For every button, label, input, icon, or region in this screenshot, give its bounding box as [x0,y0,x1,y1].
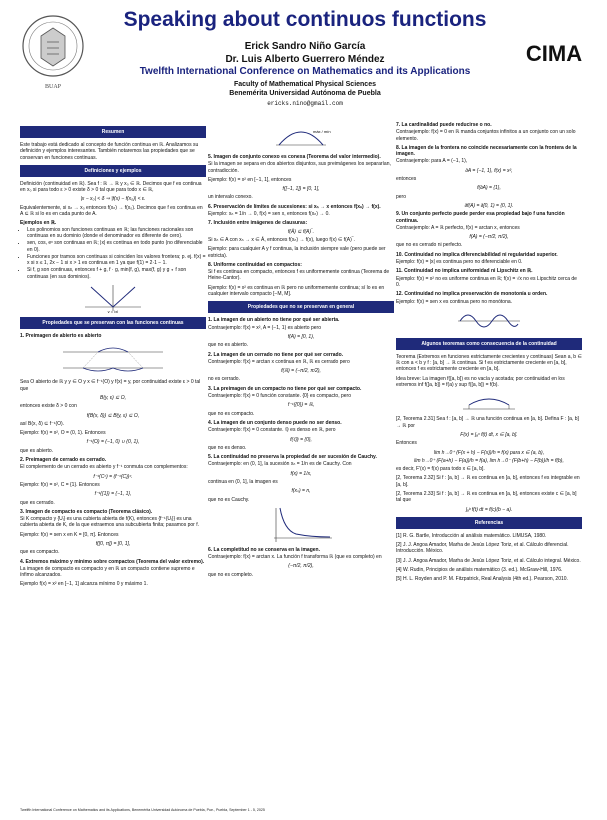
counter-5-text-2: continua en (0, 1], la imagen es [208,478,278,485]
theorem-2-eq-2: lim h→0⁺ (F(x + h) − F(x))/h = f(x) para x ∈ (a, b), [433,449,545,456]
footer: Twelfth International Conference on Mathematics and its Applications, Benemérita Universidad Autónoma de Puebla, Pue., Puebla, September 1 - 5, 2025 [20,808,265,812]
property-3-example: Ejemplo: f(x) = sen x en K = [0, π]. Entonces [20,531,119,538]
counter-5-text: Contraejemplo: en (0, 1], la sucesión xₙ = 1/n es de Cauchy. Con [208,461,352,468]
definition-equation: |x − x₀| < δ ⇒ |f(x) − f(x₀)| < ε. [80,196,146,203]
property-3-title: 3. Imagen de compacto es compacto (Teorema clásico). [20,508,153,515]
property-3-text: Si K compacto y {Uᵢ} es una cubierta abierta de f(K), entonces {f⁻¹(Uᵢ)} es una cubierta abierta de K, de la que extraemos una subcubierta finita; pasamos por f. [20,516,199,529]
property-3-end: que es compacto. [20,549,60,556]
theorem-2-end: es decir, F'(x) = f(x) para todo x ∈ [a, b]. [396,466,485,473]
counter-3-text: Contraejemplo: f(x) = 0 función constante. {0} es compacto, pero [208,393,351,400]
property-5-example: Ejemplo: f(x) = x² en [−1, 1], entonces [208,176,292,183]
reference-item: [2] J. J. Angoa Amador, Marha de Jesús López Toriz, et al. Cálculo diferencial. Introducción. México. [396,542,569,555]
property-4-example: Ejemplo f(x) = x² en [−1, 1] alcanza mínimo 0 y máximo 1. [20,581,148,588]
counter-8-title: 8. La imagen de la frontera no coincide necesariamente con la frontera de la imagen. [396,144,577,158]
theorem-2-text: Entonces [396,440,417,447]
property-7-text: Si xₙ ∈ A con xₙ → x ∈ Ā, entonces f(xₙ) → f(x), luego f(x) ∈ f(A)‾. [208,236,355,243]
theorem-3: [2, Teorema 2.32] Si f : [a, b] → ℝ es continua en [a, b], entonces f es integrable en [a, b]. [396,475,580,488]
counter-8-text-3: pero [396,193,407,200]
property-5-end: un intervalo conexo. [208,194,253,201]
counter-11-text: Ejemplo: f(x) = x² no es uniforme continua en ℝ; f(x) = √x no es Lipschitz cerca de 0. [396,275,577,288]
property-2-end: que es cerrado. [20,499,55,506]
counter-8-eq-3: ∂f(A) = ∂[0, 1) = {0, 1}. [464,202,514,209]
theorem-2-eq-3: lim h→0⁺ (F(a+h) − F(a))/h = f(a), lim h→0⁻ (F(b+h) − F(b))/h = f(b), [414,457,564,464]
property-1-text-2: entonces existe δ > 0 con [20,403,77,410]
property-5-eq: f([−1, 1]) = [0, 1], [282,186,320,193]
counter-6-end: que no es completo. [208,571,254,578]
counter-4-text: Contraejemplo: f(x) = 0 constante. ℚ es denso en ℝ, pero [208,427,336,434]
property-6-example: Ejemplo: xₙ = 1/n → 0, f(x) = sen x, entonces f(xₙ) → 0. [208,211,330,218]
section-header-definiciones: Definiciones y ejemplos [20,165,206,177]
counter-8-eq: ∂A = {−1, 1}, f(x) = x², [465,167,513,174]
theorem-2: [2, Teorema 2.31] Sea f : [a, b] → ℝ una función continua en [a, b]. Defina F : [a, b] → ℝ por [396,416,579,429]
property-7-example: Ejemplo: para cualquier A y f continua, la inclusión siempre vale (pero puede ser estricta). [208,246,386,259]
counter-2-end: no es cerrado. [208,376,240,383]
property-8-example: Ejemplo: f(x) = x² es continua en ℝ pero no uniformemente continua; sí lo es en cualquier intervalo compacto [−M, M]. [208,284,385,298]
definition-text: Definición (continuidad en ℝ). Sea f : ℝ → ℝ y x₀ ∈ ℝ. Decimos que f es continua en x₀ si para todo ε > 0 existe δ > 0 tal que para todo x ∈ ℝ, [20,180,202,194]
counter-9-eq: f(A) = (−π/2, π/2), [469,234,509,241]
counter-5-end: que no es Cauchy. [208,496,250,503]
counter-2-text: Contraejemplo: f(x) = arctan x continua en ℝ, ℝ es cerrado pero [208,358,350,365]
list-item: • sen, cos, eˣ son continuas en ℝ; |x| es continua en todo punto (no diferenciable en 0). [27,240,206,253]
counter-2-eq: f(ℝ) = (−π/2, π/2), [281,368,321,375]
column-1 [20,122,206,591]
property-2-eq-2: f⁻¹({1}) = {−1, 1}, [94,491,132,498]
reference-item: [3] J. J. Angoa Amador, Marha de Jesús López Toriz, et al. Cálculo integral. México. [396,557,581,564]
references-list [396,533,582,583]
counter-10-title: 10. Continuidad no implica diferenciabilidad ni regularidad superior. [396,251,558,258]
cima-logo-icon [518,40,590,66]
property-8-title: 8. Uniforme continuidad en compactos: [208,261,302,268]
logo-text: CIMA [525,41,583,66]
property-2-eq: f⁻¹(Cᶜ) = (f⁻¹(C))ᶜ. [93,473,133,480]
counter-6-text: Contraejemplo: f(x) = arctan x. La función f transforma ℝ (que es completo) en [208,554,382,561]
reference-item: [4] W. Rudin, Principios de análisis matemático (3. ed.). McGraw-Hill, 1976. [396,567,563,574]
property-2-text: El complemento de un cerrado es abierto y f⁻¹ conmuta con complementos: [20,464,188,471]
university: Benemérita Universidad Autónoma de Puebla [229,90,381,97]
counter-1-text: Contraejemplo: f(x) = x², A = (−1, 1) es abierto pero [208,324,321,331]
definition-text-2: Equivalentemente, si xₙ → x₀ entonces f(xₙ) → f(x₀). Decimos que f es continua en A ⊆ ℝ si lo es en cada punto de A. [20,204,203,218]
counter-5-title: 5. La continuidad no preserva la propiedad de ser sucesión de Cauchy. [208,454,377,461]
university-seal-icon [20,8,86,98]
authors [120,40,490,66]
counter-2-title: 2. La imagen de un cerrado no tiene por qué ser cerrado. [208,351,344,358]
reference-item: [5] H. L. Royden and P. M. Fitzpatrick, Real Analysis (4th ed.). Pearson, 2010. [396,576,568,583]
extrema-figure [271,125,331,151]
abs-figure-label: y = |x| [107,309,119,314]
property-2-title: 2. Preimagen de cerrado es cerrado. [20,457,107,464]
preimage-open-figure [58,342,168,376]
counter-7-text: Contraejemplo: f(x) = 0 en ℝ manda conjuntos infinitos a un conjunto con un solo elemento. [396,129,576,142]
property-1-eq-3: f⁻¹(O) = (−1, 0) ∪ (0, 1), [86,439,140,446]
counter-4-end: que no es denso. [208,444,247,451]
counter-8-eq-2: f(∂A) = {1}, [477,185,501,192]
column-3 [396,122,582,586]
theorem-1-idea: Idea breve: La imagen f([a, b]) es no vacía y acotada; por continuidad en los extremos inf f([a, b]) = f(a) y sup f([a, b]) = f(b). [396,375,565,389]
property-7-title: 7. Inclusión entre imágenes de clausuras: [208,220,308,227]
counter-1-title: 1. La imagen de un abierto no tiene por qué ser abierta. [208,317,340,324]
reference-item: [1] R. G. Bartle, Introducción al análisis matemático. LIMUSA, 1980. [396,532,547,539]
integral-figure [459,391,519,413]
property-1-eq: B(y, ε) ⊆ O, [99,394,126,401]
column-2 [208,122,394,581]
counter-9-text: Contraejemplo: A = ℝ perfecto, f(x) = arctan x, entonces [396,224,520,231]
svg-text:BUAP: BUAP [44,84,62,90]
counter-12-title: 12. Continuidad no implica preservación de monotonía u orden. [396,291,548,298]
counter-10-text: Ejemplo: f(x) = |x| es continua pero no diferenciable en 0. [396,259,523,266]
property-1-end: que es abierto. [20,447,54,454]
email: ericks.nino@gmail.com [267,100,343,107]
property-2-example: Ejemplo: f(x) = x², C = {1}. Entonces [20,481,100,488]
counter-6-title: 6. La completitud no se conserva en la imagen. [208,546,320,553]
counter-6-eq: (−π/2, π/2), [288,563,314,570]
theorem-4: [2, Teorema 2.33] Si f : [a, b] → ℝ es continua en [a, b], entonces existe c ∈ [a, b] tal que [396,490,577,504]
property-1-example: Ejemplo: f(x) = x², O = (0, 1). Entonces [20,430,106,437]
section-header-referencias: Referencias [396,517,582,529]
reciprocal-figure [266,506,336,544]
counter-11-title: 11. Continuidad no implica uniformidad ni Lipschitz en ℝ. [396,268,533,275]
theorem-1: Teorema (Extremos en funciones estrictamente crecientes y continuas) Sean a, b ∈ ℝ con a < b y f : [a, b] → ℝ continua. Si f es estrictamente creciente en [a, b], entonces f es estrictamente creciente en [a, b]. [396,353,582,373]
author-1: Erick Sandro Niño García [244,41,366,52]
list-item: • Los polinomios son funciones continuas en ℝ; las funciones racionales son continuas en su dominio (donde el denominador es diferente de cero). [27,227,206,240]
list-item: • Si f, g son continuas, entonces f + g, f · g, min(f, g), max(f, g) y g ∘ f son continuas (en sus dominios). [27,267,206,280]
counter-8-text: Contraejemplo: para A = (−1, 1), [396,158,468,165]
property-5-text: Si la imagen se separa en dos abiertos disjuntos, sus preimágenes los separarían, contradicción. [208,161,391,174]
property-1-text: Sea O abierto de ℝ y y ∈ O y x ∈ f⁻¹(O) y f(x) = y, por continuidad existe ε > 0 tal que [20,379,201,392]
section-header-no-preservan: Propiedades que no se preservan en general [208,301,394,313]
poster-title: Speaking about continuos functions [123,8,487,31]
theorem-4-eq: ∫ₐᵇ f(t) dt = f(c)(b − a). [465,506,513,513]
counter-7-title: 7. La cardinalidad puede reducirse o no. [396,122,492,128]
sine-figure [454,308,524,334]
counter-1-eq: f(A) = [0, 1), [287,333,315,340]
counter-4-title: 4. La imagen de un conjunto denso puede no ser denso. [208,419,342,426]
property-1-title: 1. Preimagen de abierto es abierto [20,333,102,340]
counter-8-text-2: entonces [396,176,417,183]
counter-3-end: que no es compacto. [208,410,255,417]
property-4-text: La imagen de compacto es compacto y en ℝ un compacto contiene supremo e ínfimo alcanzados. [20,565,195,579]
property-5-title: 5. Imagen de conjunto conexo es conexa (Teorema del valor intermedio). [208,154,381,160]
section-header-teoremas: Algunos teoremas como consecuencia de la continuidad [396,338,582,350]
section-header-propiedades: Propiedades que se preservan con las funciones continuas [20,317,206,329]
abs-function-figure [83,283,143,313]
faculty: Faculty of Mathematical Physical Sciences [233,81,376,88]
resumen-text: Este trabajo está dedicado al concepto de función continua en ℝ. Analizamos su definición y ejemplos interesantes. También notaremos las propiedades que se conservan en funciones continuas. [20,142,199,161]
counter-3-title: 3. La preimagen de un compacto no tiene por qué ser compacto. [208,385,362,392]
property-8-text: Si f es continua en compacto, entonces f es uniformemente continua (Teorema de Heine-Cantor). [208,269,390,282]
property-7-eq: f(Ā) ⊆ f(A)‾. [287,228,315,235]
examples-heading: Ejemplos en ℝ. [20,220,57,227]
theorem-2-eq: F(x) = ∫ₐˣ f(t) dt, x ∈ [a, b]. [460,431,518,438]
section-header-resumen: Resumen [20,126,206,138]
list-item: • Funciones por tramos son continuas si coinciden los valores frontera; p. ej. f(x) = x si x ≤ 1, 2x − 1 si x > 1 es continua en 1 ya que f(1) = 2·1 − 1. [27,254,206,267]
examples-list [20,227,206,280]
counter-3-eq: f⁻¹({0}) = ℝ, [287,402,315,409]
counter-9-end: que no es cerrado ni perfecto. [396,242,463,249]
counter-5-eq-2: f(xₙ) = n, [291,488,311,495]
counter-9-title: 9. Un conjunto perfecto puede perder esa propiedad bajo f una función continua. [396,211,565,224]
author-2: Dr. Luis Alberto Guerrero Méndez [225,54,385,65]
counter-1-end: que no es abierto. [208,342,249,349]
counter-5-eq: f(x) = 1/x, [290,470,312,477]
affiliation [150,80,460,98]
property-1-text-3: así B(x, δ) ⊆ f⁻¹(O). [20,420,65,427]
property-3-eq: f([0, π]) = [0, 1], [95,540,131,547]
conference-name: Twelfth International Conference on Mathematics and its Applications [139,66,471,77]
property-6-title: 6. Preservación de límites de sucesiones: si xₙ → x entonces f(xₙ) → f(x). [208,203,381,210]
counter-12-text: Ejemplo: f(x) = sen x es continua pero no monótona. [396,298,513,305]
property-4-title: 4. Extremos máximo y mínimo sobre compactos (Teorema del valor extremo). [20,558,205,565]
extrema-figure-label: máx / mín [313,129,331,134]
property-1-eq-2: f(B(x, δ)) ⊆ B(y, ε) ⊆ O, [86,412,140,419]
counter-4-eq: f(ℚ) = {0}, [290,436,312,443]
